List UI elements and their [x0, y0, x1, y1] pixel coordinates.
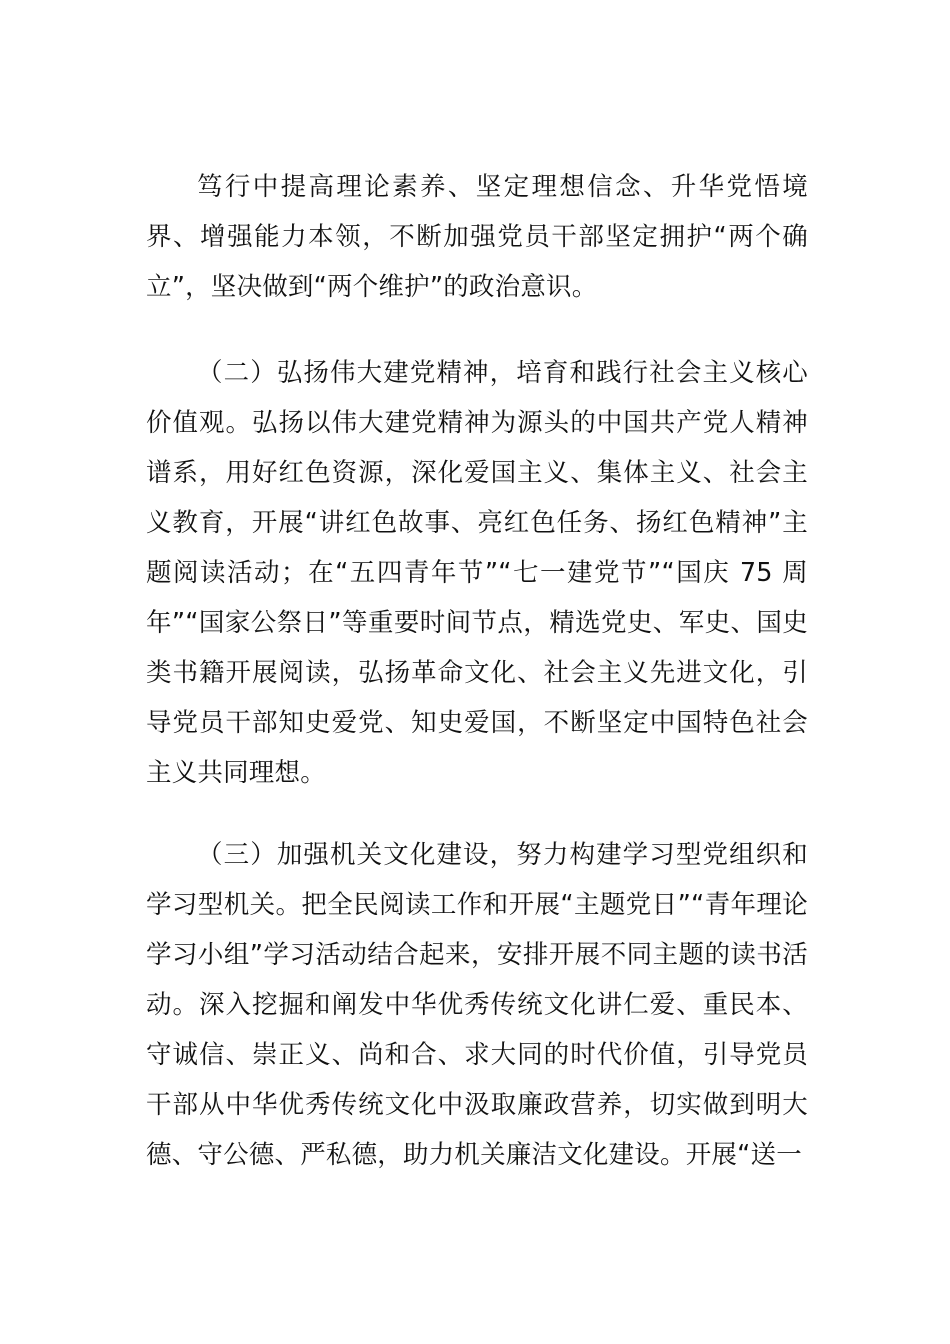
paragraph-section-two: （二）弘扬伟大建党精神，培育和践行社会主义核心价值观。弘扬以伟大建党精神为源头的中国共产党人精神谱系，用好红色资源，深化爱国主义、集体主义、社会主义教育，开展“讲红色故事、亮红色任务、扬红色精神”主题阅读活动；在“五四青年节”“七一建党节”“国庆 75 周年”“国家公祭日”等重要时间节点，精选党史、军史、国史类书籍开展阅读，弘扬革命文化、社会主义先进文化，引导党员干部知史爱党、知史爱国，不断坚定中国特色社会主义共同理想。	[146, 358, 808, 788]
paragraph-continued: 笃行中提高理论素养、坚定理想信念、升华党悟境界、增强能力本领，不断加强党员干部坚定拥护“两个确立”，坚决做到“两个维护”的政治意识。	[146, 172, 808, 302]
paragraph-section-three: （三）加强机关文化建设，努力构建学习型党组织和学习型机关。把全民阅读工作和开展“主题党日”“青年理论学习小组”学习活动结合起来，安排开展不同主题的读书活动。深入挖掘和阐发中华优秀传统文化讲仁爱、重民本、守诚信、崇正义、尚和合、求大同的时代价值，引导党员干部从中华优秀传统文化中汲取廉政营养，切实做到明大德、守公德、严私德，助力机关廉洁文化建设。开展“送一	[146, 840, 808, 1170]
